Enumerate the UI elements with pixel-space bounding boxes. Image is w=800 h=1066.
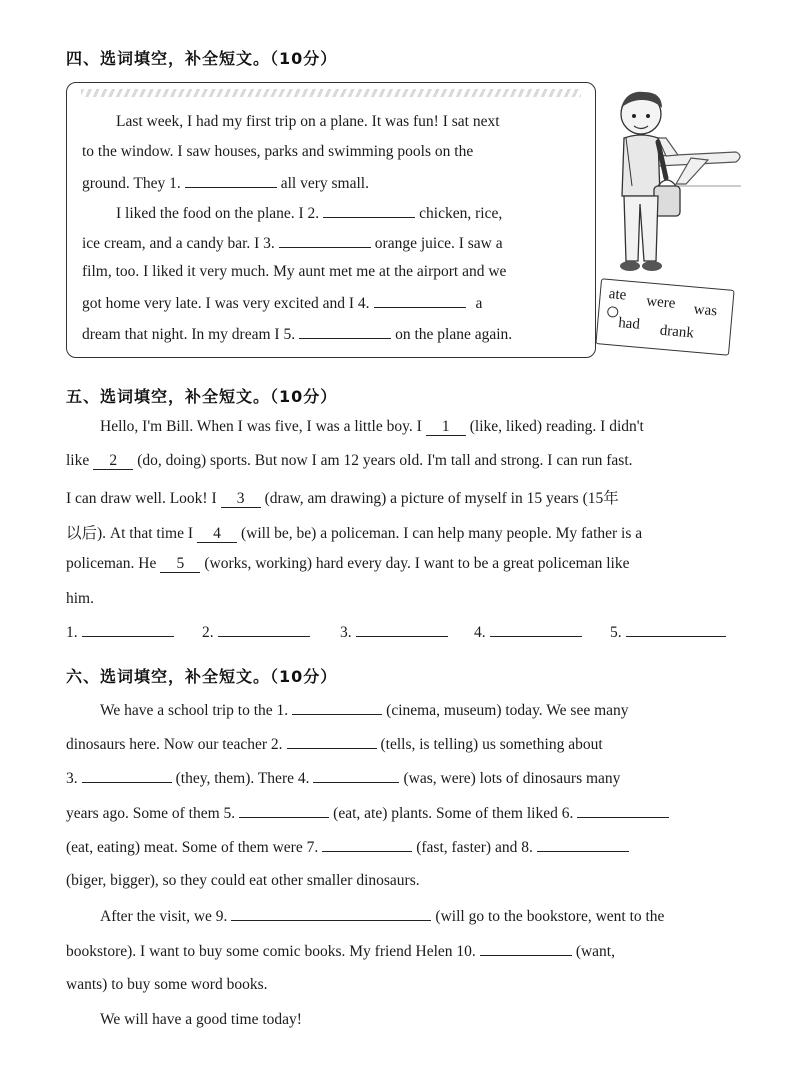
s5-blank-4[interactable]: 4 — [197, 526, 237, 543]
s6-line9: wants) to buy some word books. — [66, 976, 268, 993]
s6-blank-4[interactable] — [313, 768, 399, 783]
s5-answer-5[interactable] — [626, 622, 726, 637]
s6-blank-10[interactable] — [480, 941, 572, 956]
box-stripe — [81, 89, 581, 97]
s5-blank-3[interactable]: 3 — [221, 491, 261, 508]
s4-line5: ice cream, and a candy bar. I 3. orange juice. I saw a — [82, 235, 503, 252]
s4-line8: dream that night. In my dream I 5. on the plane again. — [82, 326, 513, 343]
s6-line7: After the visit, we 9. (will go to the bookstore, went to the — [100, 908, 665, 925]
word-ate: ate — [608, 286, 627, 304]
word-were: were — [645, 293, 677, 312]
word-drank: drank — [659, 322, 695, 342]
blank-1[interactable] — [185, 173, 277, 188]
s6-line2: dinosaurs here. Now our teacher 2. (tells, is telling) us something about — [66, 736, 603, 753]
s5-blank-1[interactable]: 1 — [426, 419, 466, 436]
s6-line4: years ago. Some of them 5. (eat, ate) plants. Some of them liked 6. — [66, 803, 673, 823]
s5-line2: like 2 (do, doing) sports. But now I am 12 years old. I'm tall and strong. I can run fast. — [66, 452, 633, 469]
s6-blank-5[interactable] — [239, 803, 329, 818]
s6-line3: 3. (they, them). There 4. (was, were) lots of dinosaurs many — [66, 770, 621, 787]
s6-blank-3[interactable] — [82, 768, 172, 783]
s6-line1: We have a school trip to the 1. (cinema, museum) today. We see many — [100, 702, 629, 719]
word-bank-tag — [595, 278, 734, 355]
s4-line6: film, too. I liked it very much. My aunt met me at the airport and we — [82, 263, 507, 280]
s6-line8: bookstore). I want to buy some comic books. My friend Helen 10. (want, — [66, 943, 615, 960]
word-was: was — [693, 301, 718, 320]
section5-heading: 五、选词填空，补全短文。（10分） — [66, 387, 338, 406]
tag-hole — [607, 306, 619, 318]
s5-line3: I can draw well. Look! I 3 (draw, am drawing) a picture of myself in 15 years (15年 — [66, 490, 619, 507]
s5-answer-2[interactable] — [218, 622, 310, 637]
section4-heading: 四、选词填空，补全短文。（10分） — [66, 49, 338, 68]
word-had: had — [617, 314, 641, 333]
s6-blank-7[interactable] — [322, 837, 412, 852]
s6-blank-6[interactable] — [577, 803, 669, 818]
s5-line5: policeman. He 5 (works, working) hard every day. I want to be a great policeman like — [66, 555, 630, 572]
s4-line7: got home very late. I was very excited and I 4. a — [82, 295, 483, 312]
section6-heading: 六、选词填空，补全短文。（10分） — [66, 667, 338, 686]
blank-5[interactable] — [299, 324, 391, 339]
s5-answer-4[interactable] — [490, 622, 582, 637]
s5-blank-2[interactable]: 2 — [93, 453, 133, 470]
s5-answer-1[interactable] — [82, 622, 174, 637]
s6-blank-9[interactable] — [231, 906, 431, 921]
s4-line3: ground. They 1. all very small. — [82, 175, 369, 192]
s6-line6: (biger, bigger), so they could eat other smaller dinosaurs. — [66, 872, 420, 889]
s4-line2: to the window. I saw houses, parks and swimming pools on the — [82, 143, 474, 160]
blank-4[interactable] — [374, 293, 466, 308]
s4-line1: Last week, I had my first trip on a plane. It was fun! I sat next — [116, 113, 500, 130]
s6-blank-1[interactable] — [292, 700, 382, 715]
blank-2[interactable] — [323, 203, 415, 218]
s5-answer-3[interactable] — [356, 622, 448, 637]
s5-line1: Hello, I'm Bill. When I was five, I was a little boy. I 1 (like, liked) reading. I didn't — [100, 418, 644, 435]
s6-blank-2[interactable] — [287, 734, 377, 749]
s5-blank-5[interactable]: 5 — [160, 556, 200, 573]
s6-blank-8[interactable] — [537, 837, 629, 852]
blank-3[interactable] — [279, 233, 371, 248]
s5-line6: him. — [66, 590, 94, 607]
s6-line5: (eat, eating) meat. Some of them were 7. (fast, faster) and 8. — [66, 837, 633, 857]
s4-line4: I liked the food on the plane. I 2. chicken, rice, — [116, 205, 503, 222]
s5-line4: 以后). At that time I 4 (will be, be) a policeman. I can help many people. My father is a — [66, 525, 643, 542]
boy-traveler-illustration — [596, 86, 746, 286]
s6-line10: We will have a good time today! — [100, 1011, 302, 1028]
